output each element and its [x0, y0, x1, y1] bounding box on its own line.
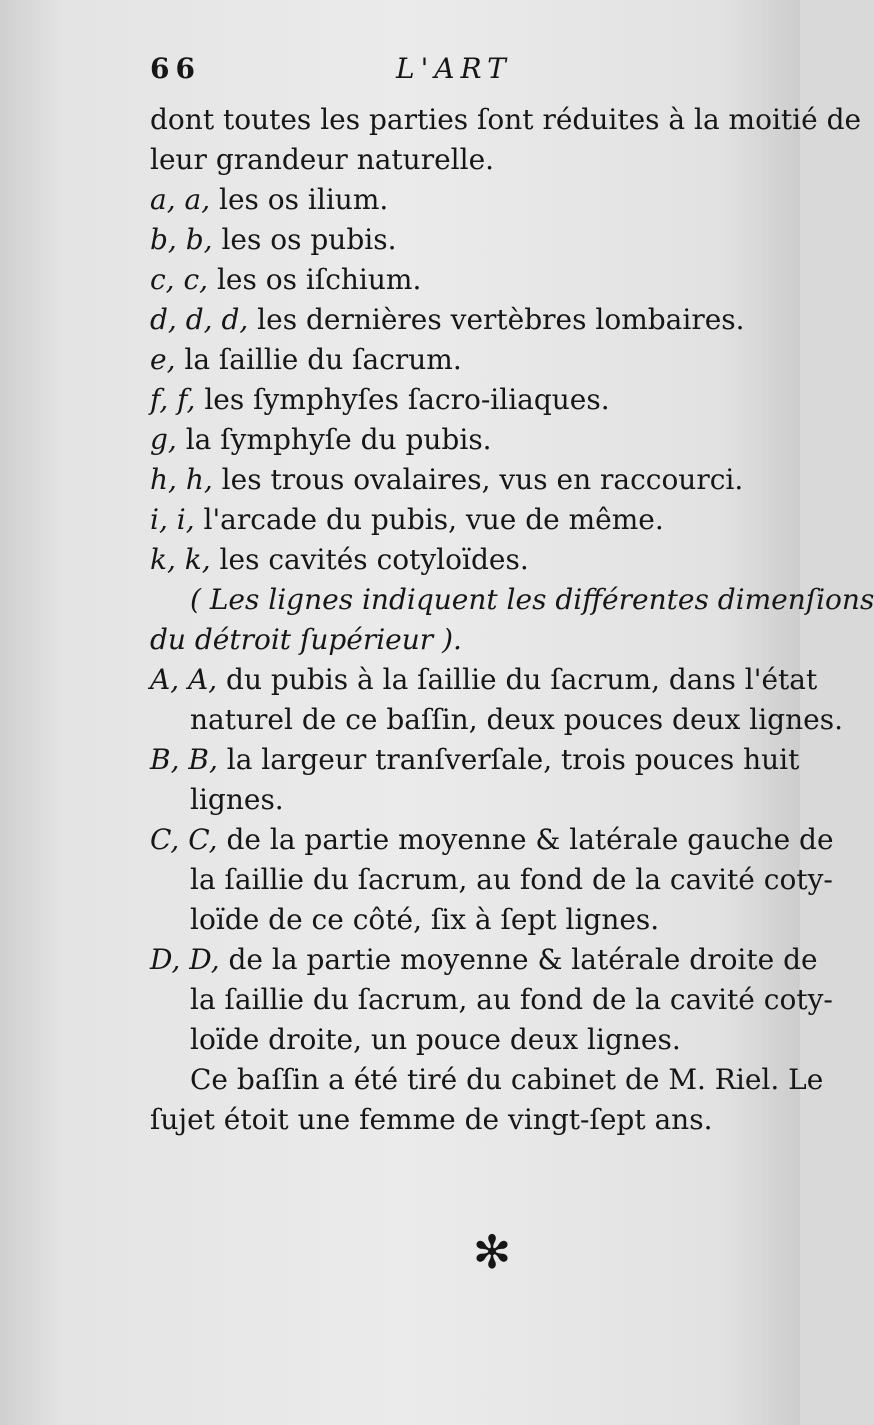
line-text: loïde de ce côté, ſix à ſept lignes. — [190, 903, 660, 936]
line-text: les trous ovalaires, vus en raccourci. — [212, 463, 744, 496]
figure-label: h, h, — [150, 463, 213, 496]
text-line — [150, 1060, 824, 1100]
figure-label: D, D, — [150, 943, 220, 976]
line-text: du détroit ſupérieur ). — [150, 623, 462, 656]
text-line — [150, 420, 780, 460]
text-line — [150, 180, 780, 220]
text-line — [150, 940, 818, 980]
figure-label: i, i, — [150, 503, 195, 536]
text-line — [150, 100, 862, 140]
figure-label: f, f, — [150, 383, 196, 416]
line-text: les dernières vertèbres lombaires. — [248, 303, 745, 336]
line-text: Ce baſſin a été tiré du cabinet de M. Riel. Le — [190, 1063, 824, 1096]
line-text: les cavités cotyloïdes. — [210, 543, 529, 576]
line-text: dont toutes les parties ſont réduites à la moitié de — [150, 103, 862, 136]
figure-label: C, C, — [150, 823, 218, 856]
line-text: naturel de ce baſſin, deux pouces deux lignes. — [190, 703, 843, 736]
figure-label: g, — [150, 423, 177, 456]
text-line — [150, 540, 780, 580]
line-text: les os iſchium. — [208, 263, 422, 296]
line-text: de la partie moyenne & latérale droite de — [219, 943, 818, 976]
figure-label: e, — [150, 343, 176, 376]
text-line — [150, 460, 780, 500]
text-line — [150, 860, 833, 900]
text-line — [150, 220, 780, 260]
text-line — [150, 620, 780, 660]
line-text: la ſaillie du ſacrum. — [175, 343, 462, 376]
text-line — [150, 660, 818, 700]
body-text — [150, 100, 874, 1140]
page-header — [150, 52, 750, 92]
line-text: du pubis à la ſaillie du ſacrum, dans l'état — [217, 663, 818, 696]
text-line — [150, 980, 833, 1020]
text-line — [150, 580, 874, 620]
line-text: loïde droite, un pouce deux lignes. — [190, 1023, 681, 1056]
text-line — [150, 140, 780, 180]
figure-label: b, b, — [150, 223, 213, 256]
line-text: les os pubis. — [212, 223, 397, 256]
figure-label: A, A, — [150, 663, 218, 696]
ornament-asterisk-icon: ✻ — [472, 1225, 512, 1279]
line-text: la largeur tranſverſale, trois pouces huit — [217, 743, 800, 776]
text-line — [150, 1100, 780, 1140]
line-text: la ſaillie du ſacrum, au fond de la cavité coty- — [190, 983, 833, 1016]
line-text: de la partie moyenne & latérale gauche de — [217, 823, 834, 856]
figure-label: k, k, — [150, 543, 211, 576]
text-line — [150, 700, 843, 740]
line-text: la ſaillie du ſacrum, au fond de la cavité coty- — [190, 863, 833, 896]
figure-label: B, B, — [150, 743, 218, 776]
text-line — [150, 900, 780, 940]
line-text: les os ilium. — [210, 183, 389, 216]
page-number: 66 — [150, 52, 201, 85]
line-text: l'arcade du pubis, vue de même. — [194, 503, 664, 536]
line-text: lignes. — [190, 783, 284, 816]
line-text: ( Les lignes indiquent les différentes dimenſions — [190, 583, 874, 616]
text-line — [150, 820, 834, 860]
line-text: les ſymphyſes ſacro-iliaques. — [195, 383, 610, 416]
line-text: ſujet étoit une femme de vingt-ſept ans. — [150, 1103, 713, 1136]
text-line — [150, 260, 780, 300]
text-line — [150, 1020, 780, 1060]
figure-label: a, a, — [150, 183, 211, 216]
line-text: la ſymphyſe du pubis. — [176, 423, 492, 456]
text-line — [150, 500, 780, 540]
figure-label: d, d, d, — [150, 303, 249, 336]
text-line — [150, 340, 780, 380]
figure-label: c, c, — [150, 263, 209, 296]
text-line — [150, 780, 780, 820]
line-text: leur grandeur naturelle. — [150, 143, 495, 176]
text-line — [150, 300, 780, 340]
text-line — [150, 380, 780, 420]
text-line — [150, 740, 800, 780]
running-head: L'ART — [396, 52, 512, 85]
